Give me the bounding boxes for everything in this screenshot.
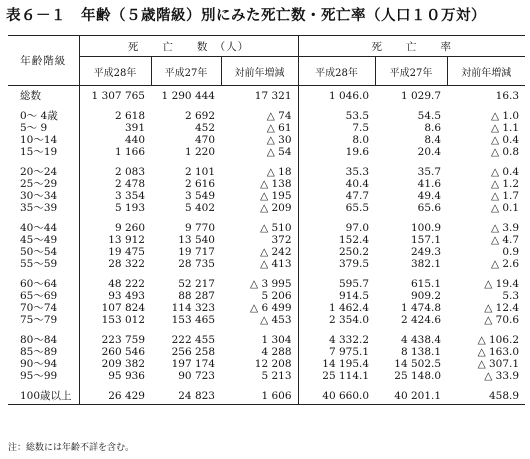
table-row: [8, 202, 525, 214]
value-cell-rd: △ 106.2: [477, 334, 520, 346]
value-cell-d27: 9 770: [184, 222, 215, 234]
gap-cell: [151, 326, 221, 334]
deaths-header: 死 亡 数 （人）: [79, 36, 298, 57]
value-cell-r28: 914.5: [298, 290, 375, 302]
value-cell-d27: 28 735: [178, 258, 215, 270]
value-cell-r28: 4 332.2: [298, 334, 375, 346]
value-cell-d28: 391: [124, 122, 145, 134]
age-group-cell: 85～89: [8, 346, 79, 358]
deaths-2015-header: 平成27年: [151, 57, 221, 86]
value-cell-dd: 17 321: [254, 90, 292, 102]
value-cell-dd: △ 413: [260, 258, 292, 270]
value-cell-rd: 5.3: [502, 290, 520, 302]
value-cell-r28: 7 975.1: [298, 346, 375, 358]
value-cell-d28: 223 759: [101, 334, 145, 346]
value-cell-r27: 249.3: [410, 246, 442, 258]
value-cell-r28: 40 660.0: [298, 390, 375, 405]
deaths-2016-header: 平成28年: [79, 57, 151, 86]
value-cell-r28: 595.7: [298, 278, 375, 290]
value-cell-r28: 14 195.4: [298, 358, 375, 370]
age-group-cell: 65～69: [8, 290, 79, 302]
value-cell-rd: △ 1.2: [490, 178, 520, 190]
table-row: [8, 190, 525, 202]
table-row: [8, 390, 525, 405]
value-cell-rd: 458.9: [447, 390, 525, 405]
rate-2015-header: 平成27年: [375, 57, 447, 86]
value-cell-d27: 197 174: [171, 358, 215, 370]
value-cell-d27: 1 290 444: [161, 90, 215, 102]
gap-cell: [8, 270, 79, 278]
value-cell-r27: 8 138.1: [400, 346, 442, 358]
gap-cell: [298, 214, 375, 222]
value-cell-r27: 100.9: [410, 222, 442, 234]
value-cell-dd: △ 242: [260, 246, 292, 258]
gap-cell: [8, 158, 79, 166]
age-group-cell: 45～49: [8, 234, 79, 246]
value-cell-dd: △ 138: [260, 178, 292, 190]
mortality-table: [8, 35, 525, 405]
value-cell-dd: 5 206: [261, 290, 292, 302]
gap-cell: [375, 158, 447, 166]
gap-cell: [79, 382, 151, 390]
value-cell-dd: △ 6 499: [250, 302, 292, 314]
value-cell-dd: △ 54: [266, 146, 292, 158]
value-cell-d28: 5 193: [114, 202, 145, 214]
gap-cell: [375, 270, 447, 278]
value-cell-r28: 25 114.1: [298, 370, 375, 382]
value-cell-r27: 54.5: [417, 110, 442, 122]
value-cell-r28: 65.5: [298, 202, 375, 214]
gap-cell: [298, 102, 375, 110]
value-cell-r27: 8.6: [424, 122, 442, 134]
table-row: [8, 278, 525, 290]
value-cell-r27: 382.1: [410, 258, 442, 270]
value-cell-r28: 7.5: [298, 122, 375, 134]
value-cell-r27: 1 474.8: [400, 302, 442, 314]
row-gap: [8, 158, 525, 166]
age-group-cell: 70～74: [8, 302, 79, 314]
value-cell-r28: 97.0: [298, 222, 375, 234]
table-row: [8, 370, 525, 382]
gap-cell: [298, 382, 375, 390]
age-group-cell: 5～ 9: [8, 122, 79, 134]
value-cell-rd: △ 4.7: [490, 234, 520, 246]
value-cell-r28: 53.5: [298, 110, 375, 122]
value-cell-rd: △ 33.9: [484, 370, 520, 382]
value-cell-d27: 88 287: [178, 290, 215, 302]
value-cell-r28: 19.6: [298, 146, 375, 158]
table-body: [8, 86, 525, 405]
value-cell-dd: 12 208: [254, 358, 292, 370]
value-cell-d28: 1 166: [114, 146, 145, 158]
value-cell-r28: 35.3: [298, 166, 375, 178]
value-cell-d28: 13 912: [108, 234, 145, 246]
gap-cell: [447, 382, 525, 390]
age-group-cell: 90～94: [8, 358, 79, 370]
value-cell-d28: 2 618: [114, 110, 145, 122]
rate-2016-header: 平成28年: [298, 57, 375, 86]
gap-cell: [151, 102, 221, 110]
value-cell-r27: 41.6: [417, 178, 442, 190]
value-cell-dd: △ 453: [260, 314, 292, 326]
age-group-cell: 0～ 4歳: [8, 110, 79, 122]
value-cell-d28: 153 012: [101, 314, 145, 326]
gap-cell: [79, 326, 151, 334]
value-cell-d28: 26 429: [79, 390, 151, 405]
age-group-cell: 10～14: [8, 134, 79, 146]
value-cell-rd: △ 0.4: [490, 166, 520, 178]
gap-cell: [447, 158, 525, 166]
value-cell-d27: 52 217: [178, 278, 215, 290]
value-cell-d27: 2 616: [184, 178, 215, 190]
value-cell-d28: 107 824: [101, 302, 145, 314]
age-group-cell: 35～39: [8, 202, 79, 214]
gap-cell: [447, 270, 525, 278]
row-gap: [8, 382, 525, 390]
table-row: [8, 122, 525, 134]
value-cell-d27: 1 220: [184, 146, 215, 158]
value-cell-rd: △ 2.6: [490, 258, 520, 270]
value-cell-d28: 93 493: [108, 290, 145, 302]
value-cell-rd: △ 1.1: [490, 122, 520, 134]
age-group-header: 年齢階級: [8, 36, 79, 86]
value-cell-dd: 372: [271, 234, 292, 246]
row-gap: [8, 214, 525, 222]
gap-cell: [151, 270, 221, 278]
row-gap: [8, 270, 525, 278]
table-row: [8, 178, 525, 190]
value-cell-rd: △ 1.0: [490, 110, 520, 122]
value-cell-rd: △ 1.7: [490, 190, 520, 202]
value-cell-dd: 1 304: [261, 334, 292, 346]
value-cell-dd: 5 213: [261, 370, 292, 382]
gap-cell: [8, 326, 79, 334]
value-cell-rd: △ 19.4: [484, 278, 520, 290]
value-cell-d28: 440: [124, 134, 145, 146]
value-cell-dd: 1 606: [221, 390, 298, 405]
value-cell-d28: 2 083: [114, 166, 145, 178]
value-cell-dd: △ 74: [266, 110, 292, 122]
value-cell-r27: 40 201.1: [375, 390, 447, 405]
value-cell-d28: 260 546: [101, 346, 145, 358]
value-cell-r28: 1 462.4: [298, 302, 375, 314]
table-row: [8, 258, 525, 270]
value-cell-r27: 49.4: [417, 190, 442, 202]
gap-cell: [298, 326, 375, 334]
age-group-cell: 100歳以上: [8, 390, 79, 405]
value-cell-d27: 5 402: [184, 202, 215, 214]
value-cell-d27: 24 823: [151, 390, 221, 405]
value-cell-d28: 95 936: [108, 370, 145, 382]
footnote: 注：総数には年齢不詳を含む。: [8, 443, 135, 453]
value-cell-d27: 90 723: [178, 370, 215, 382]
age-group-cell: 総数: [8, 86, 79, 103]
value-cell-r28: 250.2: [298, 246, 375, 258]
value-cell-rd: △ 0.1: [490, 202, 520, 214]
value-cell-r28: 152.4: [298, 234, 375, 246]
gap-cell: [447, 214, 525, 222]
value-cell-d27: 153 465: [171, 314, 215, 326]
death-rate-header: 死 亡 率: [298, 36, 525, 57]
value-cell-d27: 19 717: [178, 246, 215, 258]
gap-cell: [221, 102, 298, 110]
value-cell-rd: △ 307.1: [477, 358, 520, 370]
table-row: [8, 314, 525, 326]
value-cell-d27: 256 258: [171, 346, 215, 358]
age-group-cell: 15～19: [8, 146, 79, 158]
value-cell-r27: 35.7: [417, 166, 442, 178]
table-row: [8, 246, 525, 258]
age-group-cell: 60～64: [8, 278, 79, 290]
row-gap: [8, 326, 525, 334]
age-group-cell: 75～79: [8, 314, 79, 326]
gap-cell: [375, 382, 447, 390]
gap-cell: [151, 158, 221, 166]
value-cell-r27: 20.4: [417, 146, 442, 158]
value-cell-r27: 14 502.5: [394, 358, 442, 370]
gap-cell: [298, 158, 375, 166]
value-cell-r27: 65.6: [417, 202, 442, 214]
value-cell-d27: 114 323: [171, 302, 215, 314]
value-cell-rd: △ 0.4: [490, 134, 520, 146]
value-cell-r27: 1 029.7: [400, 90, 442, 102]
gap-cell: [151, 382, 221, 390]
age-group-cell: 95～99: [8, 370, 79, 382]
gap-cell: [79, 102, 151, 110]
value-cell-d28: 2 478: [114, 178, 145, 190]
value-cell-r27: 8.4: [424, 134, 442, 146]
gap-cell: [375, 326, 447, 334]
value-cell-dd: △ 3 995: [250, 278, 292, 290]
value-cell-dd: △ 30: [266, 134, 292, 146]
rate-change-header: 対前年増減: [447, 57, 525, 86]
gap-cell: [298, 270, 375, 278]
age-group-cell: 30～34: [8, 190, 79, 202]
gap-cell: [8, 102, 79, 110]
value-cell-d28: 19 475: [108, 246, 145, 258]
value-cell-dd: △ 18: [266, 166, 292, 178]
value-cell-r28: 8.0: [298, 134, 375, 146]
value-cell-d27: 452: [194, 122, 215, 134]
value-cell-r28: 379.5: [298, 258, 375, 270]
table-row: [8, 110, 525, 122]
gap-cell: [375, 214, 447, 222]
age-group-cell: 50～54: [8, 246, 79, 258]
gap-cell: [447, 326, 525, 334]
value-cell-d28: 48 222: [108, 278, 145, 290]
gap-cell: [8, 382, 79, 390]
table-row: [8, 302, 525, 314]
age-group-cell: 25～29: [8, 178, 79, 190]
value-cell-d28: 9 260: [114, 222, 145, 234]
value-cell-d28: 3 354: [114, 190, 145, 202]
gap-cell: [221, 214, 298, 222]
value-cell-d27: 3 549: [184, 190, 215, 202]
value-cell-d27: 2 692: [184, 110, 215, 122]
table-row: [8, 334, 525, 346]
table-row: [8, 166, 525, 178]
gap-cell: [221, 270, 298, 278]
value-cell-d28: 209 382: [101, 358, 145, 370]
value-cell-rd: △ 12.4: [484, 302, 520, 314]
value-cell-d27: 2 101: [184, 166, 215, 178]
value-cell-rd: △ 70.6: [484, 314, 520, 326]
value-cell-dd: △ 61: [266, 122, 292, 134]
gap-cell: [8, 214, 79, 222]
table-row: [8, 134, 525, 146]
table-row: [8, 234, 525, 246]
value-cell-r27: 909.2: [410, 290, 442, 302]
value-cell-r27: 2 424.6: [400, 314, 442, 326]
table-row: [8, 222, 525, 234]
value-cell-r28: 2 354.0: [298, 314, 375, 326]
gap-cell: [79, 158, 151, 166]
age-group-cell: 55～59: [8, 258, 79, 270]
row-gap: [8, 102, 525, 110]
table-row: [8, 358, 525, 370]
gap-cell: [447, 102, 525, 110]
value-cell-dd: △ 209: [260, 202, 292, 214]
value-cell-rd: △ 0.8: [490, 146, 520, 158]
value-cell-d27: 470: [194, 134, 215, 146]
value-cell-rd: 16.3: [495, 90, 520, 102]
value-cell-r28: 47.7: [298, 190, 375, 202]
value-cell-r27: 615.1: [410, 278, 442, 290]
gap-cell: [151, 214, 221, 222]
value-cell-dd: △ 510: [260, 222, 292, 234]
value-cell-r28: 1 046.0: [298, 86, 375, 103]
table-title: 表６－１ 年齢（５歳階級）別にみた死亡数・死亡率（人口１０万対）: [6, 8, 486, 24]
value-cell-rd: △ 3.9: [490, 222, 520, 234]
table-row: [8, 146, 525, 158]
value-cell-dd: △ 195: [260, 190, 292, 202]
value-cell-dd: 4 288: [261, 346, 292, 358]
gap-cell: [221, 382, 298, 390]
value-cell-r27: 4 438.4: [400, 334, 442, 346]
table-row: [8, 346, 525, 358]
value-cell-r27: 157.1: [410, 234, 442, 246]
gap-cell: [375, 102, 447, 110]
table-row: [8, 290, 525, 302]
value-cell-d27: 222 455: [171, 334, 215, 346]
gap-cell: [221, 158, 298, 166]
gap-cell: [221, 326, 298, 334]
value-cell-d28: 1 307 765: [91, 90, 145, 102]
value-cell-rd: △ 163.0: [477, 346, 520, 358]
value-cell-r27: 25 148.0: [394, 370, 442, 382]
age-group-cell: 20～24: [8, 166, 79, 178]
gap-cell: [79, 270, 151, 278]
gap-cell: [79, 214, 151, 222]
deaths-change-header: 対前年増減: [221, 57, 298, 86]
value-cell-rd: 0.9: [502, 246, 520, 258]
age-group-cell: 80～84: [8, 334, 79, 346]
age-group-cell: 40～44: [8, 222, 79, 234]
value-cell-r28: 40.4: [298, 178, 375, 190]
value-cell-d28: 28 322: [108, 258, 145, 270]
value-cell-d27: 13 540: [178, 234, 215, 246]
table-row: [8, 86, 525, 103]
